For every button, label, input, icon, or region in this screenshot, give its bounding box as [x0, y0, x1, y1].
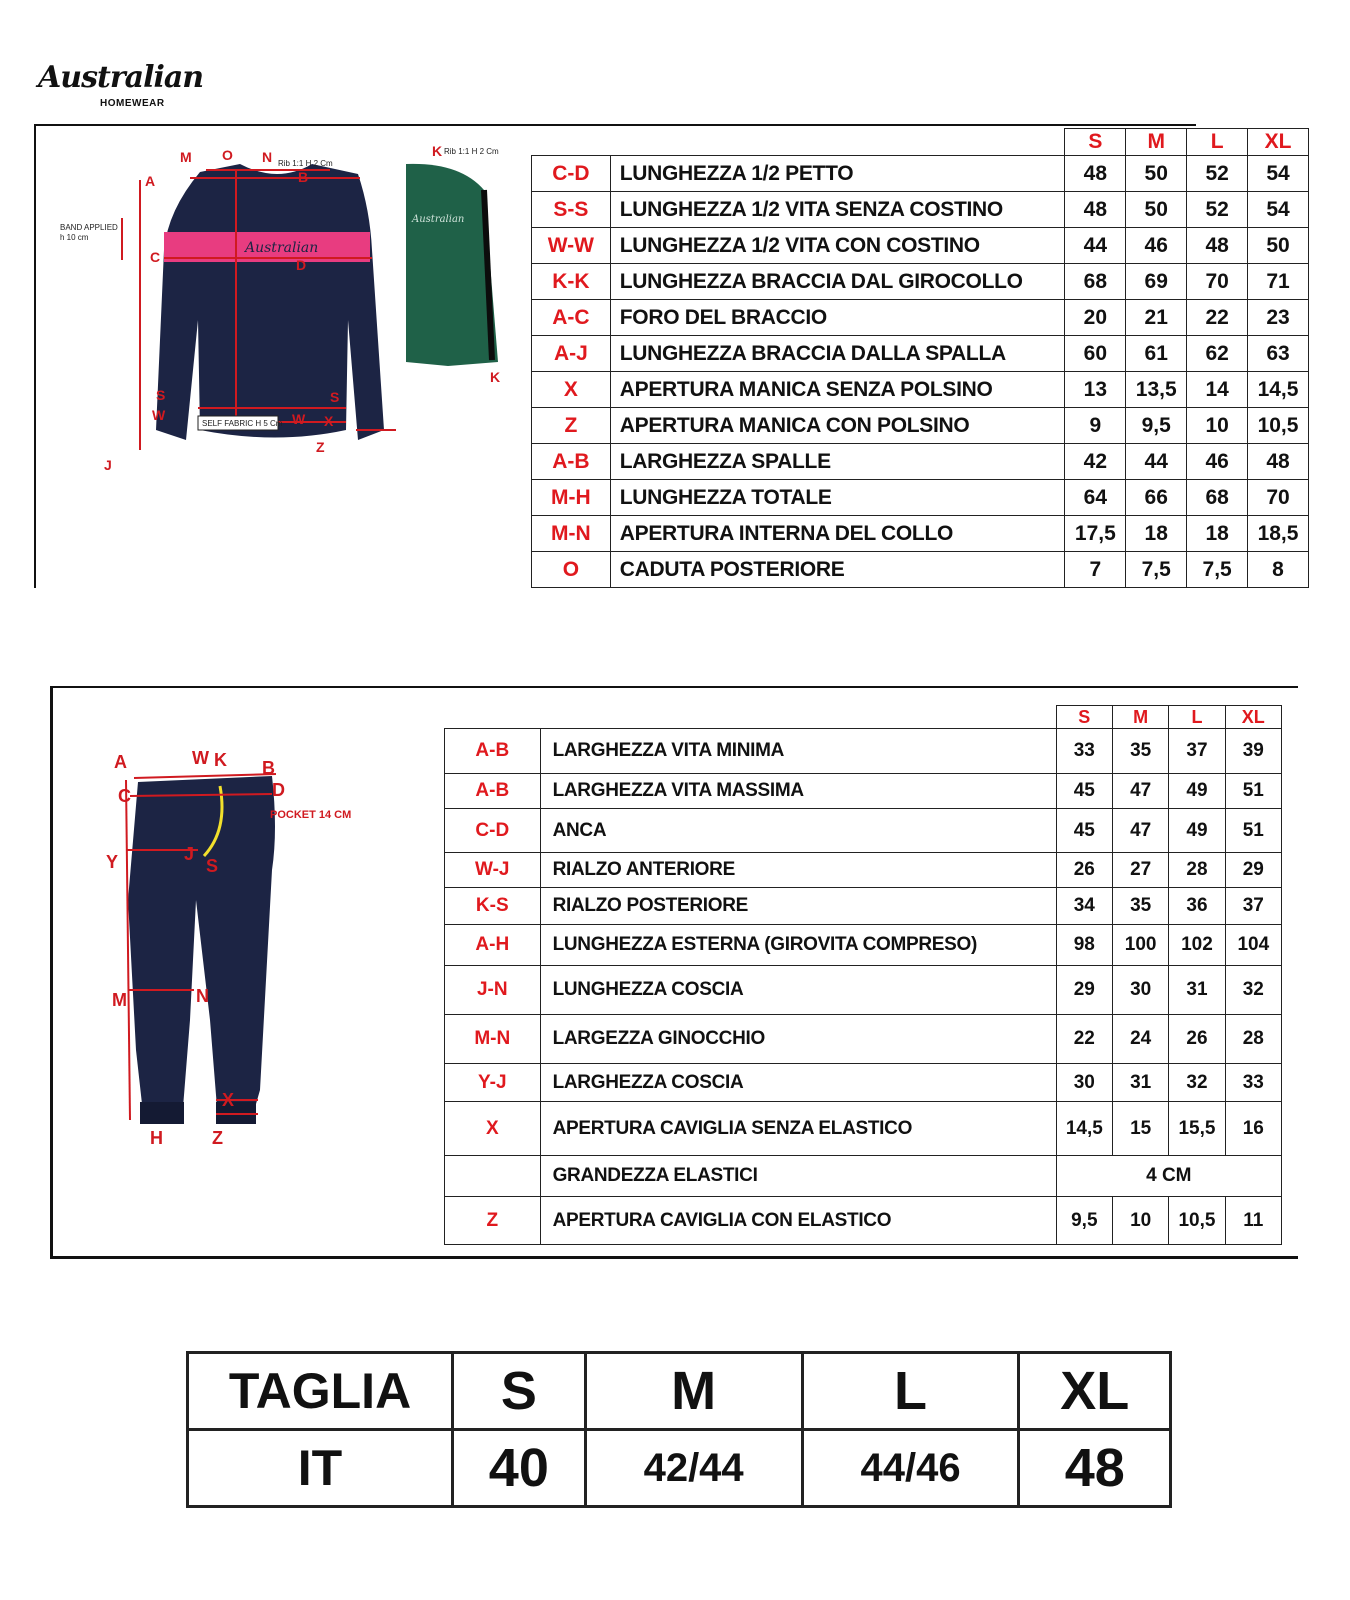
it-value-xl: 48 — [1019, 1430, 1171, 1507]
pants-label-X: X — [222, 1090, 235, 1110]
label-K: K — [432, 143, 443, 159]
size-header-xl: XL — [1248, 129, 1309, 156]
value-l: 32 — [1169, 1064, 1225, 1102]
row-desc: APERTURA MANICA SENZA POLSINO — [610, 372, 1065, 408]
table-row — [532, 264, 1309, 300]
brand-logo — [38, 58, 204, 118]
value-s: 45 — [1056, 809, 1112, 853]
row-code: M-N — [532, 516, 611, 552]
value-xl: 32 — [1225, 966, 1281, 1015]
row-code: K-S — [445, 888, 541, 925]
row-desc: APERTURA CAVIGLIA SENZA ELASTICO — [540, 1102, 1056, 1156]
label-B: B — [298, 169, 309, 185]
value-m: 27 — [1112, 853, 1168, 888]
rib-note: Rib 1:1 H 2 Cm — [278, 159, 333, 168]
value-l: 52 — [1187, 192, 1248, 228]
it-value-l: 44/46 — [802, 1430, 1019, 1507]
value-m: 24 — [1112, 1015, 1168, 1064]
value-xl: 29 — [1225, 853, 1281, 888]
value-xl: 23 — [1248, 300, 1309, 336]
table-header-row — [532, 129, 1309, 156]
value-s: 22 — [1056, 1015, 1112, 1064]
value-s: 64 — [1065, 480, 1126, 516]
row-desc: LUNGHEZZA ESTERNA (GIROVITA COMPRESO) — [540, 925, 1056, 966]
value-m: 13,5 — [1126, 372, 1187, 408]
value-m: 50 — [1126, 192, 1187, 228]
row-code: Y-J — [445, 1064, 541, 1102]
value-l: 10,5 — [1169, 1197, 1225, 1245]
table-row — [445, 853, 1282, 888]
pants-label-H: H — [150, 1128, 163, 1148]
value-s: 98 — [1056, 925, 1112, 966]
row-code: Z — [445, 1197, 541, 1245]
value-l: 70 — [1187, 264, 1248, 300]
size-xl: XL — [1019, 1353, 1171, 1430]
pants-illustration — [128, 776, 275, 1124]
table-row — [532, 156, 1309, 192]
row-desc: RIALZO ANTERIORE — [540, 853, 1056, 888]
self-fabric-note: SELF FABRIC H 5 Cm — [202, 419, 283, 428]
row-code: A-B — [532, 444, 611, 480]
value-xl: 33 — [1225, 1064, 1281, 1102]
pants-label-C: C — [118, 786, 131, 806]
sweater-side-illustration — [406, 164, 498, 366]
value-xl: 63 — [1248, 336, 1309, 372]
label-O: O — [222, 147, 233, 163]
value-xl: 8 — [1248, 552, 1309, 588]
row-desc: LUNGHEZZA COSCIA — [540, 966, 1056, 1015]
value-s: 29 — [1056, 966, 1112, 1015]
value-xl: 71 — [1248, 264, 1309, 300]
value-xl: 28 — [1225, 1015, 1281, 1064]
value-xl: 11 — [1225, 1197, 1281, 1245]
value-xl: 10,5 — [1248, 408, 1309, 444]
size-header-row — [188, 1353, 1171, 1430]
size-header-l: L — [1169, 706, 1225, 729]
rib-note-side: Rib 1:1 H 2 Cm — [444, 147, 499, 156]
table-row — [445, 774, 1282, 809]
pants-label-M: M — [112, 990, 127, 1010]
pants-label-N: N — [196, 986, 209, 1006]
value-s: 68 — [1065, 264, 1126, 300]
value-l: 37 — [1169, 729, 1225, 774]
table-row — [532, 444, 1309, 480]
size-s: S — [453, 1353, 586, 1430]
table-row — [532, 408, 1309, 444]
pants-label-Y: Y — [106, 852, 119, 872]
row-desc: LUNGHEZZA 1/2 PETTO — [610, 156, 1065, 192]
label-W: W — [152, 407, 166, 423]
table-row — [532, 372, 1309, 408]
table-row — [532, 552, 1309, 588]
table-row — [445, 1156, 1282, 1197]
row-desc: LUNGHEZZA 1/2 VITA CON COSTINO — [610, 228, 1065, 264]
logo-subtitle: HOMEWEAR — [100, 98, 165, 109]
pants-label-Z: Z — [212, 1128, 223, 1148]
value-xl: 51 — [1225, 809, 1281, 853]
row-desc: LARGHEZZA VITA MINIMA — [540, 729, 1056, 774]
row-desc: LARGHEZZA VITA MASSIMA — [540, 774, 1056, 809]
table-header-row — [445, 706, 1282, 729]
row-code — [445, 1156, 541, 1197]
merged-value: 4 CM — [1056, 1156, 1281, 1197]
svg-text:Australian: Australian — [412, 214, 465, 225]
value-s: 26 — [1056, 853, 1112, 888]
table-row — [532, 480, 1309, 516]
value-s: 48 — [1065, 156, 1126, 192]
value-s: 33 — [1056, 729, 1112, 774]
label-J: J — [104, 457, 112, 473]
row-code: C-D — [445, 809, 541, 853]
value-s: 9 — [1065, 408, 1126, 444]
it-value-s: 40 — [453, 1430, 586, 1507]
row-code: K-K — [532, 264, 611, 300]
value-l: 18 — [1187, 516, 1248, 552]
value-m: 30 — [1112, 966, 1168, 1015]
value-l: 7,5 — [1187, 552, 1248, 588]
row-desc: APERTURA MANICA CON POLSINO — [610, 408, 1065, 444]
value-l: 36 — [1169, 888, 1225, 925]
value-s: 7 — [1065, 552, 1126, 588]
size-header-s: S — [1056, 706, 1112, 729]
size-m: M — [585, 1353, 802, 1430]
band-note-2: h 10 cm — [60, 233, 89, 242]
pants-label-J: J — [184, 844, 195, 864]
value-xl: 50 — [1248, 228, 1309, 264]
value-m: 100 — [1112, 925, 1168, 966]
row-desc: RIALZO POSTERIORE — [540, 888, 1056, 925]
value-m: 44 — [1126, 444, 1187, 480]
it-size-row — [188, 1430, 1171, 1507]
pants-label-K: K — [214, 750, 227, 770]
value-l: 28 — [1169, 853, 1225, 888]
value-m: 47 — [1112, 809, 1168, 853]
table-row — [532, 336, 1309, 372]
taglia-label: TAGLIA — [188, 1353, 453, 1430]
row-code: M-H — [532, 480, 611, 516]
value-l: 49 — [1169, 809, 1225, 853]
label-K-bottom: K — [490, 369, 501, 385]
pants-label-A: A — [114, 752, 127, 772]
row-desc: CADUTA POSTERIORE — [610, 552, 1065, 588]
pants-measurement-table — [444, 705, 1282, 1245]
row-desc: LARGHEZZA COSCIA — [540, 1064, 1056, 1102]
value-s: 45 — [1056, 774, 1112, 809]
size-header-l: L — [1187, 129, 1248, 156]
label-C: C — [150, 249, 161, 265]
value-s: 44 — [1065, 228, 1126, 264]
value-s: 13 — [1065, 372, 1126, 408]
row-desc: LUNGHEZZA BRACCIA DALLA SPALLA — [610, 336, 1065, 372]
value-m: 50 — [1126, 156, 1187, 192]
value-m: 35 — [1112, 888, 1168, 925]
value-xl: 37 — [1225, 888, 1281, 925]
label-A: A — [145, 173, 156, 189]
row-desc: GRANDEZZA ELASTICI — [540, 1156, 1056, 1197]
value-m: 21 — [1126, 300, 1187, 336]
value-xl: 51 — [1225, 774, 1281, 809]
label-S: S — [156, 387, 166, 403]
value-s: 48 — [1065, 192, 1126, 228]
value-m: 69 — [1126, 264, 1187, 300]
value-m: 9,5 — [1126, 408, 1187, 444]
value-m: 47 — [1112, 774, 1168, 809]
value-m: 7,5 — [1126, 552, 1187, 588]
table-row — [445, 888, 1282, 925]
value-l: 15,5 — [1169, 1102, 1225, 1156]
row-code: A-C — [532, 300, 611, 336]
row-code: X — [532, 372, 611, 408]
value-xl: 70 — [1248, 480, 1309, 516]
table-row — [445, 1102, 1282, 1156]
value-m: 46 — [1126, 228, 1187, 264]
row-code: O — [532, 552, 611, 588]
size-header-s: S — [1065, 129, 1126, 156]
size-header-m: M — [1112, 706, 1168, 729]
band-note-1: BAND APPLIED — [60, 223, 118, 232]
row-desc: APERTURA INTERNA DEL COLLO — [610, 516, 1065, 552]
value-s: 34 — [1056, 888, 1112, 925]
value-s: 42 — [1065, 444, 1126, 480]
row-code: S-S — [532, 192, 611, 228]
value-s: 14,5 — [1056, 1102, 1112, 1156]
value-xl: 48 — [1248, 444, 1309, 480]
row-code: X — [445, 1102, 541, 1156]
value-m: 61 — [1126, 336, 1187, 372]
row-desc: ANCA — [540, 809, 1056, 853]
value-s: 30 — [1056, 1064, 1112, 1102]
row-desc: FORO DEL BRACCIO — [610, 300, 1065, 336]
row-code: A-B — [445, 774, 541, 809]
sweater-logo-mark: Australian — [245, 240, 319, 256]
row-desc: LUNGHEZZA TOTALE — [610, 480, 1065, 516]
pants-label-S: S — [206, 856, 219, 876]
value-l: 52 — [1187, 156, 1248, 192]
table-row — [445, 729, 1282, 774]
table-row — [445, 1197, 1282, 1245]
value-s: 9,5 — [1056, 1197, 1112, 1245]
value-l: 68 — [1187, 480, 1248, 516]
table-row — [532, 192, 1309, 228]
row-code: A-B — [445, 729, 541, 774]
pants-diagram — [100, 750, 360, 1180]
table-row — [532, 516, 1309, 552]
table-row — [445, 809, 1282, 853]
row-code: A-J — [532, 336, 611, 372]
table-row — [445, 1015, 1282, 1064]
table-row — [532, 300, 1309, 336]
value-l: 14 — [1187, 372, 1248, 408]
sweater-measurement-table — [531, 128, 1309, 588]
value-l: 48 — [1187, 228, 1248, 264]
it-label: IT — [188, 1430, 453, 1507]
value-xl: 18,5 — [1248, 516, 1309, 552]
label-Z: Z — [316, 439, 325, 455]
row-code: W-W — [532, 228, 611, 264]
label-S-right: S — [330, 389, 340, 405]
label-X: X — [324, 413, 334, 429]
row-desc: LUNGHEZZA BRACCIA DAL GIROCOLLO — [610, 264, 1065, 300]
value-m: 35 — [1112, 729, 1168, 774]
value-xl: 54 — [1248, 192, 1309, 228]
value-s: 17,5 — [1065, 516, 1126, 552]
size-header-xl: XL — [1225, 706, 1281, 729]
pocket-note: POCKET 14 CM — [270, 809, 352, 821]
label-N: N — [262, 149, 273, 165]
value-m: 18 — [1126, 516, 1187, 552]
pants-label-B: B — [262, 758, 275, 778]
label-W-right: W — [292, 411, 306, 427]
value-m: 66 — [1126, 480, 1187, 516]
row-code: M-N — [445, 1015, 541, 1064]
value-m: 31 — [1112, 1064, 1168, 1102]
value-s: 20 — [1065, 300, 1126, 336]
value-xl: 14,5 — [1248, 372, 1309, 408]
pants-label-W: W — [192, 750, 209, 768]
table-row — [532, 228, 1309, 264]
label-M: M — [180, 149, 192, 165]
value-l: 62 — [1187, 336, 1248, 372]
value-s: 60 — [1065, 336, 1126, 372]
value-l: 10 — [1187, 408, 1248, 444]
value-xl: 16 — [1225, 1102, 1281, 1156]
label-D: D — [296, 257, 307, 273]
row-desc: LUNGHEZZA 1/2 VITA SENZA COSTINO — [610, 192, 1065, 228]
value-m: 10 — [1112, 1197, 1168, 1245]
row-code: J-N — [445, 966, 541, 1015]
row-desc: APERTURA CAVIGLIA CON ELASTICO — [540, 1197, 1056, 1245]
table-row — [445, 966, 1282, 1015]
value-l: 46 — [1187, 444, 1248, 480]
sweater-front-illustration — [156, 164, 384, 440]
table-row — [445, 925, 1282, 966]
row-code: W-J — [445, 853, 541, 888]
value-m: 15 — [1112, 1102, 1168, 1156]
pants-label-D: D — [272, 780, 285, 800]
row-desc: LARGEZZA GINOCCHIO — [540, 1015, 1056, 1064]
value-l: 22 — [1187, 300, 1248, 336]
row-code: C-D — [532, 156, 611, 192]
value-l: 49 — [1169, 774, 1225, 809]
row-code: Z — [532, 408, 611, 444]
it-value-m: 42/44 — [585, 1430, 802, 1507]
size-header-m: M — [1126, 129, 1187, 156]
value-xl: 104 — [1225, 925, 1281, 966]
logo-script: Australian — [38, 60, 204, 95]
row-code: A-H — [445, 925, 541, 966]
row-desc: LARGHEZZA SPALLE — [610, 444, 1065, 480]
value-l: 26 — [1169, 1015, 1225, 1064]
table-row — [445, 1064, 1282, 1102]
value-xl: 54 — [1248, 156, 1309, 192]
value-xl: 39 — [1225, 729, 1281, 774]
value-l: 102 — [1169, 925, 1225, 966]
size-l: L — [802, 1353, 1019, 1430]
value-l: 31 — [1169, 966, 1225, 1015]
size-conversion-table — [186, 1351, 1172, 1508]
sweater-diagram — [40, 140, 520, 480]
